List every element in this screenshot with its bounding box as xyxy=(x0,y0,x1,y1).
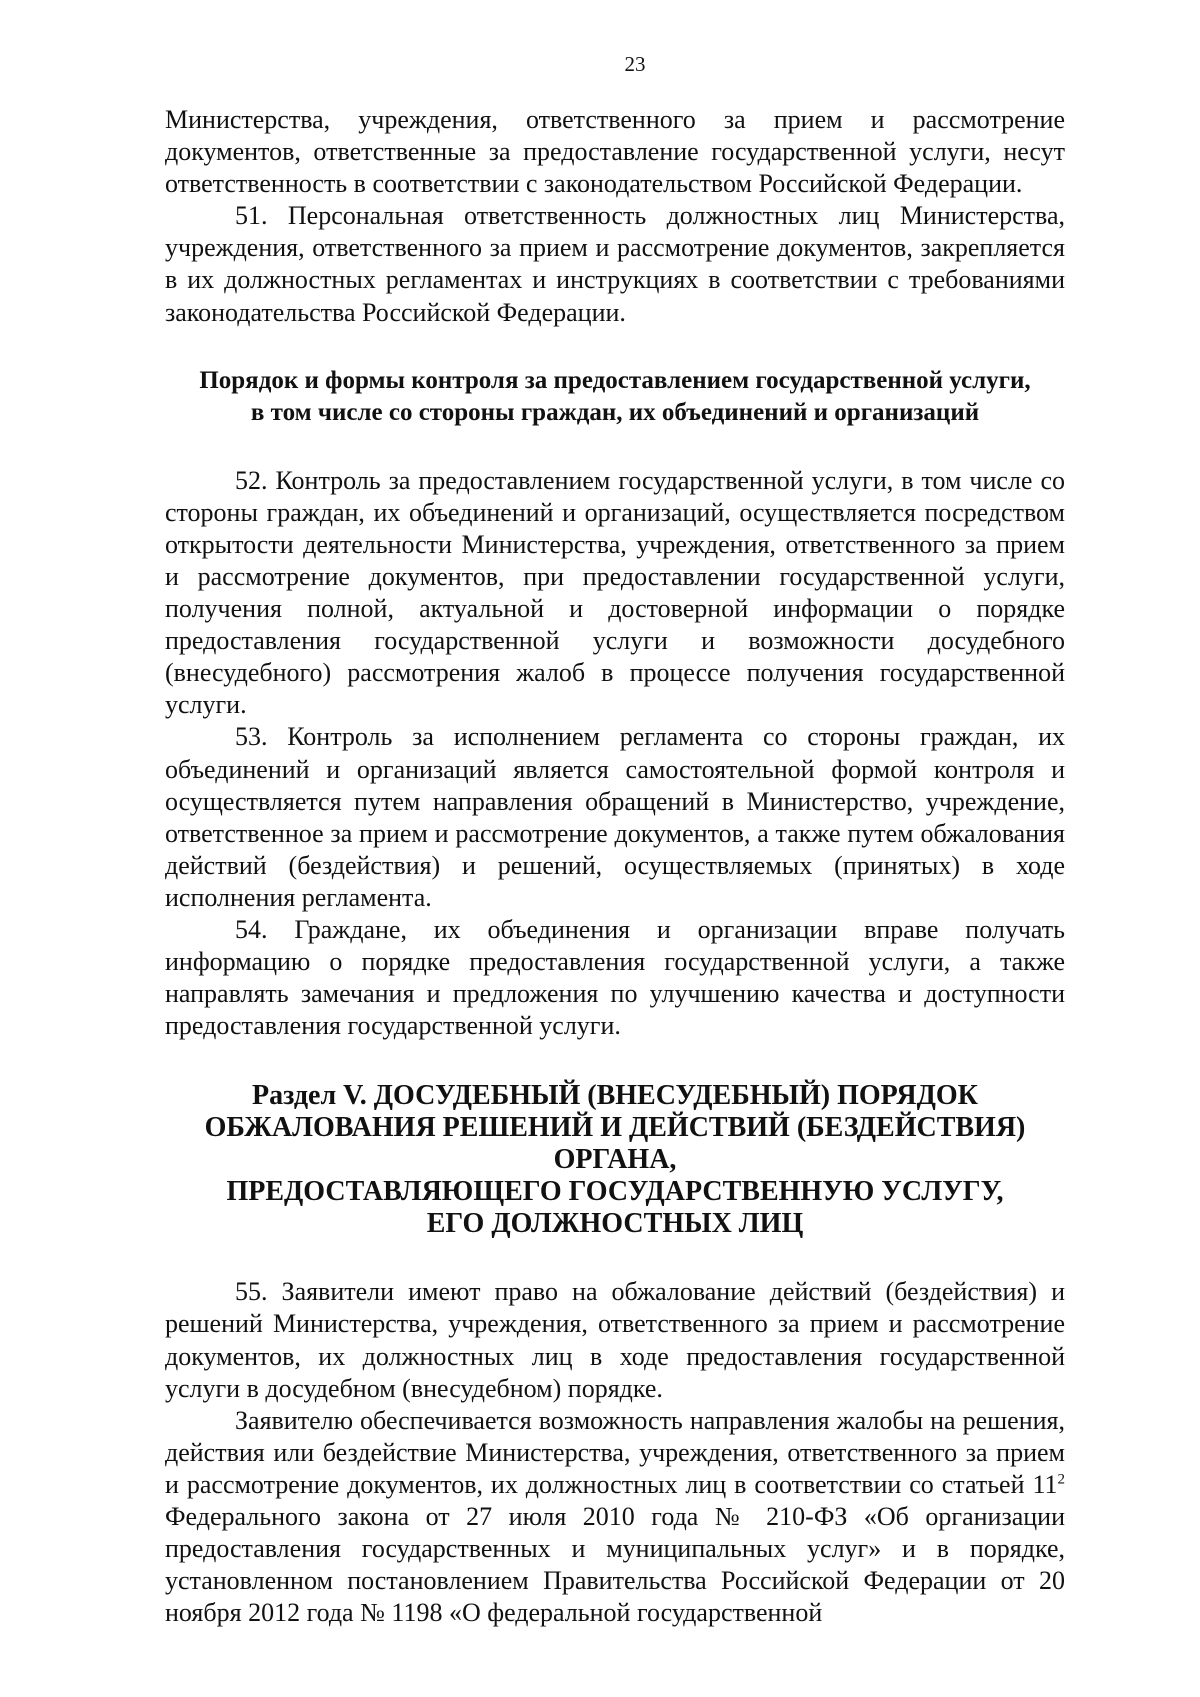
subsection-heading-line-2: в том числе со стороны граждан, их объединений и организаций xyxy=(250,398,980,426)
subsection-heading xyxy=(165,365,1065,429)
section-heading-line-1: Раздел V. ДОСУДЕБНЫЙ (ВНЕСУДЕБНЫЙ) ПОРЯДОК xyxy=(252,1080,978,1112)
paragraph-52: 52. Контроль за предоставлением государственной услуги, в том числе со стороны граждан, их объединений и организаций, осуществляется посредством открытости деятельности Министерства, учреждения, ответственного за прием и рассмотрение документов, при предоставлении государственной услуги, получения полной, актуальной и достоверной информации о порядке предоставления государственной услуги и возможности досудебного (внесудебного) рассмотрения жалоб в процессе получения государственной услуги. xyxy=(165,465,1065,720)
section-heading-line-3: ПРЕДОСТАВЛЯЮЩЕГО ГОСУДАРСТВЕННУЮ УСЛУГУ, xyxy=(226,1176,1004,1208)
paragraph-continuation: Министерства, учреждения, ответственного за прием и рассмотрение документов, ответственные за предоставление государственной услуги, несут ответственность в соответствии с законодательством Российской Федерации. xyxy=(165,105,1065,199)
subsection-heading-line-1: Порядок и формы контроля за предоставлением государственной услуги, xyxy=(199,366,1031,394)
paragraph-complaint xyxy=(165,1405,1065,1630)
paragraph-53: 53. Контроль за исполнением регламента со стороны граждан, их объединений и организаций является самостоятельной формой контроля и осуществляется путем направления обращений в Министерство, учреждение, ответственное за прием и рассмотрение документов, а также путем обжалования действий (бездействия) и решений, осуществляемых (принятых) в ходе исполнения регламента. xyxy=(165,722,1065,912)
paragraph-54: 54. Граждане, их объединения и организации вправе получать информацию о порядке предоставления государственной услуги, а также направлять замечания и предложения по улучшению качества и доступности предоставления государственной услуги. xyxy=(165,914,1065,1041)
complaint-text-end: Федерального закона от 27 июля 2010 года № 210-ФЗ «Об организации предоставления государственных и муниципальных услуг» и в порядке, установленном постановлением Правительства Российской Федерации от 20 ноября 2012 года № 1198 «О федеральной государственной xyxy=(165,1502,1065,1628)
page-number: 23 xyxy=(624,52,646,76)
section-heading-line-2: ОБЖАЛОВАНИЯ РЕШЕНИЙ И ДЕЙСТВИЙ (БЕЗДЕЙСТВИЯ) ОРГАНА, xyxy=(204,1112,1026,1176)
section-heading xyxy=(165,1080,1065,1240)
article-superscript: 2 xyxy=(1057,1471,1065,1488)
section-heading-line-4: ЕГО ДОЛЖНОСТНЫХ ЛИЦ xyxy=(426,1208,804,1240)
complaint-text-start: Заявителю обеспечивается возможность направления жалобы на решения, действия или бездействие Министерства, учреждения, ответственного за прием и рассмотрение документов, их должностных лиц в соответствии со статьей 11 xyxy=(165,1405,1065,1499)
paragraph-55: 55. Заявители имеют право на обжалование действий (бездействия) и решений Министерства, учреждения, ответственного за прием и рассмотрение документов, их должностных лиц в ходе предоставления государственной услуги в досудебном (внесудебном) порядке. xyxy=(165,1277,1065,1403)
paragraph-51: 51. Персональная ответственность должностных лиц Министерства, учреждения, ответственного за прием и рассмотрение документов, закрепляется в их должностных регламентах и инструкциях в соответствии с требованиями законодательства Российской Федерации. xyxy=(165,201,1065,327)
document-page xyxy=(165,52,1065,1629)
